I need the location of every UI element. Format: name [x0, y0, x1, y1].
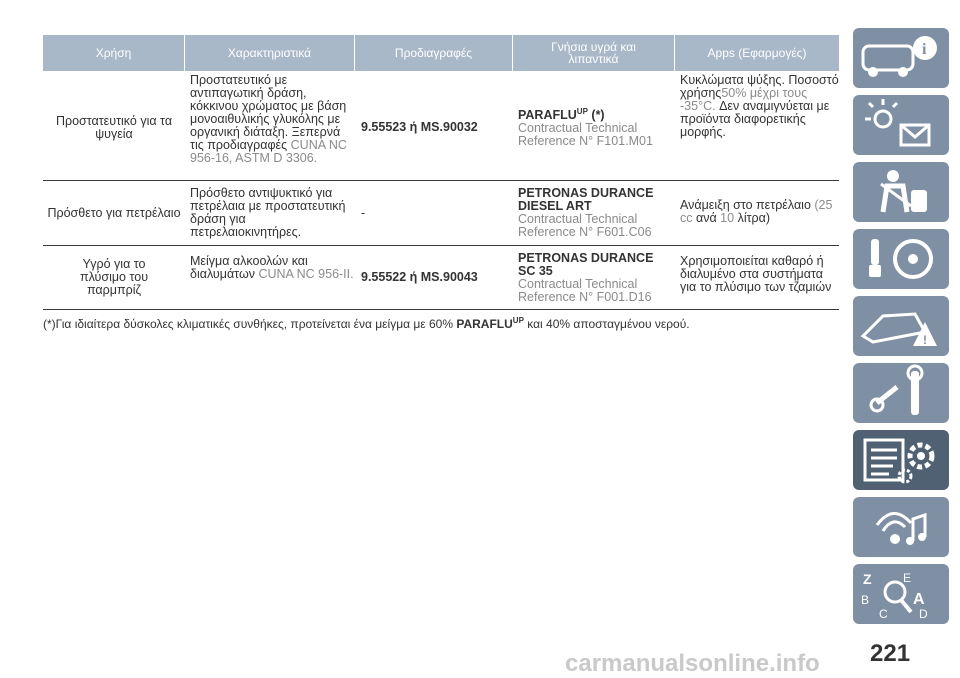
cell-use: Πρόσθετο για πετρέλαιο — [47, 205, 181, 220]
car-info-icon[interactable] — [853, 28, 949, 88]
header-specs: Προδιαγραφές — [355, 35, 513, 71]
cell-spec: - — [361, 205, 366, 220]
cell-use: Προστατευτικό για τα ψυγεία — [55, 114, 173, 141]
safety-icon[interactable] — [853, 162, 949, 222]
table-header — [43, 35, 839, 71]
header-genuine-fluids: Γνήσια υγρά και λιπαντικά — [513, 35, 675, 71]
header-apps: Apps (Εφαρμογές) — [707, 46, 807, 60]
starting-driving-icon[interactable] — [853, 229, 949, 289]
svg-text:Z: Z — [863, 571, 872, 587]
fluids-table — [43, 35, 839, 310]
svg-text:B: B — [861, 593, 870, 607]
header-use: Χρήση — [43, 35, 185, 71]
svg-text:E: E — [903, 571, 912, 585]
cell-product: PETRONAS DURANCE SC 35 Contractual Technical Reference N° F001.D16 — [518, 251, 654, 304]
cell-features: Μείγμα αλκοολών και διαλυμάτων CUNA NC 956-II. — [190, 254, 354, 281]
technical-data-icon[interactable] — [853, 430, 949, 490]
index-icon[interactable] — [853, 564, 949, 624]
maintenance-icon[interactable] — [853, 363, 949, 423]
cell-use: Υγρό για το πλύσιμο του παρμπρίζ — [79, 257, 149, 297]
svg-text:A: A — [913, 591, 925, 608]
svg-text:i: i — [922, 41, 927, 58]
table-row — [43, 181, 839, 246]
watermark: carmanualsonline.info — [565, 650, 820, 677]
chapter-sidebar — [853, 28, 949, 631]
cell-product: PETRONAS DURANCE DIESEL ART Contractual Technical Reference N° F601.C06 — [518, 186, 654, 239]
emergency-icon[interactable] — [853, 296, 949, 356]
page-number: 221 — [870, 640, 911, 667]
cell-apps: Χρησιμοποιείται καθαρό ή διαλυμένο στα συστήματα για το πλύσιμο των τζαμιών — [680, 254, 832, 294]
table-row — [43, 71, 839, 181]
cell-features: Πρόσθετο αντιψυκτικό για πετρέλαια με προστατευτική δράση για πετρελαιοκινητήρες. — [190, 186, 346, 239]
table-row — [43, 246, 839, 310]
warning-lights-icon[interactable] — [853, 95, 949, 155]
cell-features: Προστατευτικό με αντιπαγωτική δράση, κόκκινου χρώματος με βάση μονοαιθυλικής γλυκόλης με οργανική διάταξη. Ξεπερνά τις προδιαγραφές CUNA NC 956-16, ASTM D 3306. — [190, 73, 347, 165]
svg-text:C: C — [879, 607, 888, 621]
multimedia-icon[interactable] — [853, 497, 949, 557]
svg-text:!: ! — [923, 333, 927, 347]
svg-text:D: D — [919, 607, 928, 621]
cell-spec: 9.55522 ή MS.90043 — [361, 270, 478, 284]
cell-spec: 9.55523 ή MS.90032 — [361, 120, 478, 134]
header-features: Χαρακτηριστικά — [185, 35, 355, 71]
cell-apps: Κυκλώματα ψύξης. Ποσοστό χρήσης50% μέχρι τους -35°C. Δεν αναμιγνύεται με προϊόντα διαφορετικής μορφής. — [680, 73, 839, 139]
cell-apps: Ανάμειξη στο πετρέλαιο (25 cc ανά 10 λίτρα) — [680, 198, 833, 225]
cell-product: $PARAFLU^{UP}$ (*) Contractual Technical Reference N° F101.M01 — [518, 107, 653, 148]
footnote: (*)Για ιδιαίτερα δύσκολες κλιματικές συνθήκες, προτείνεται ένα μείγμα με 60% $PARAFLU^{UP}$ και 40% αποσταγμένου νερού. — [43, 316, 690, 331]
